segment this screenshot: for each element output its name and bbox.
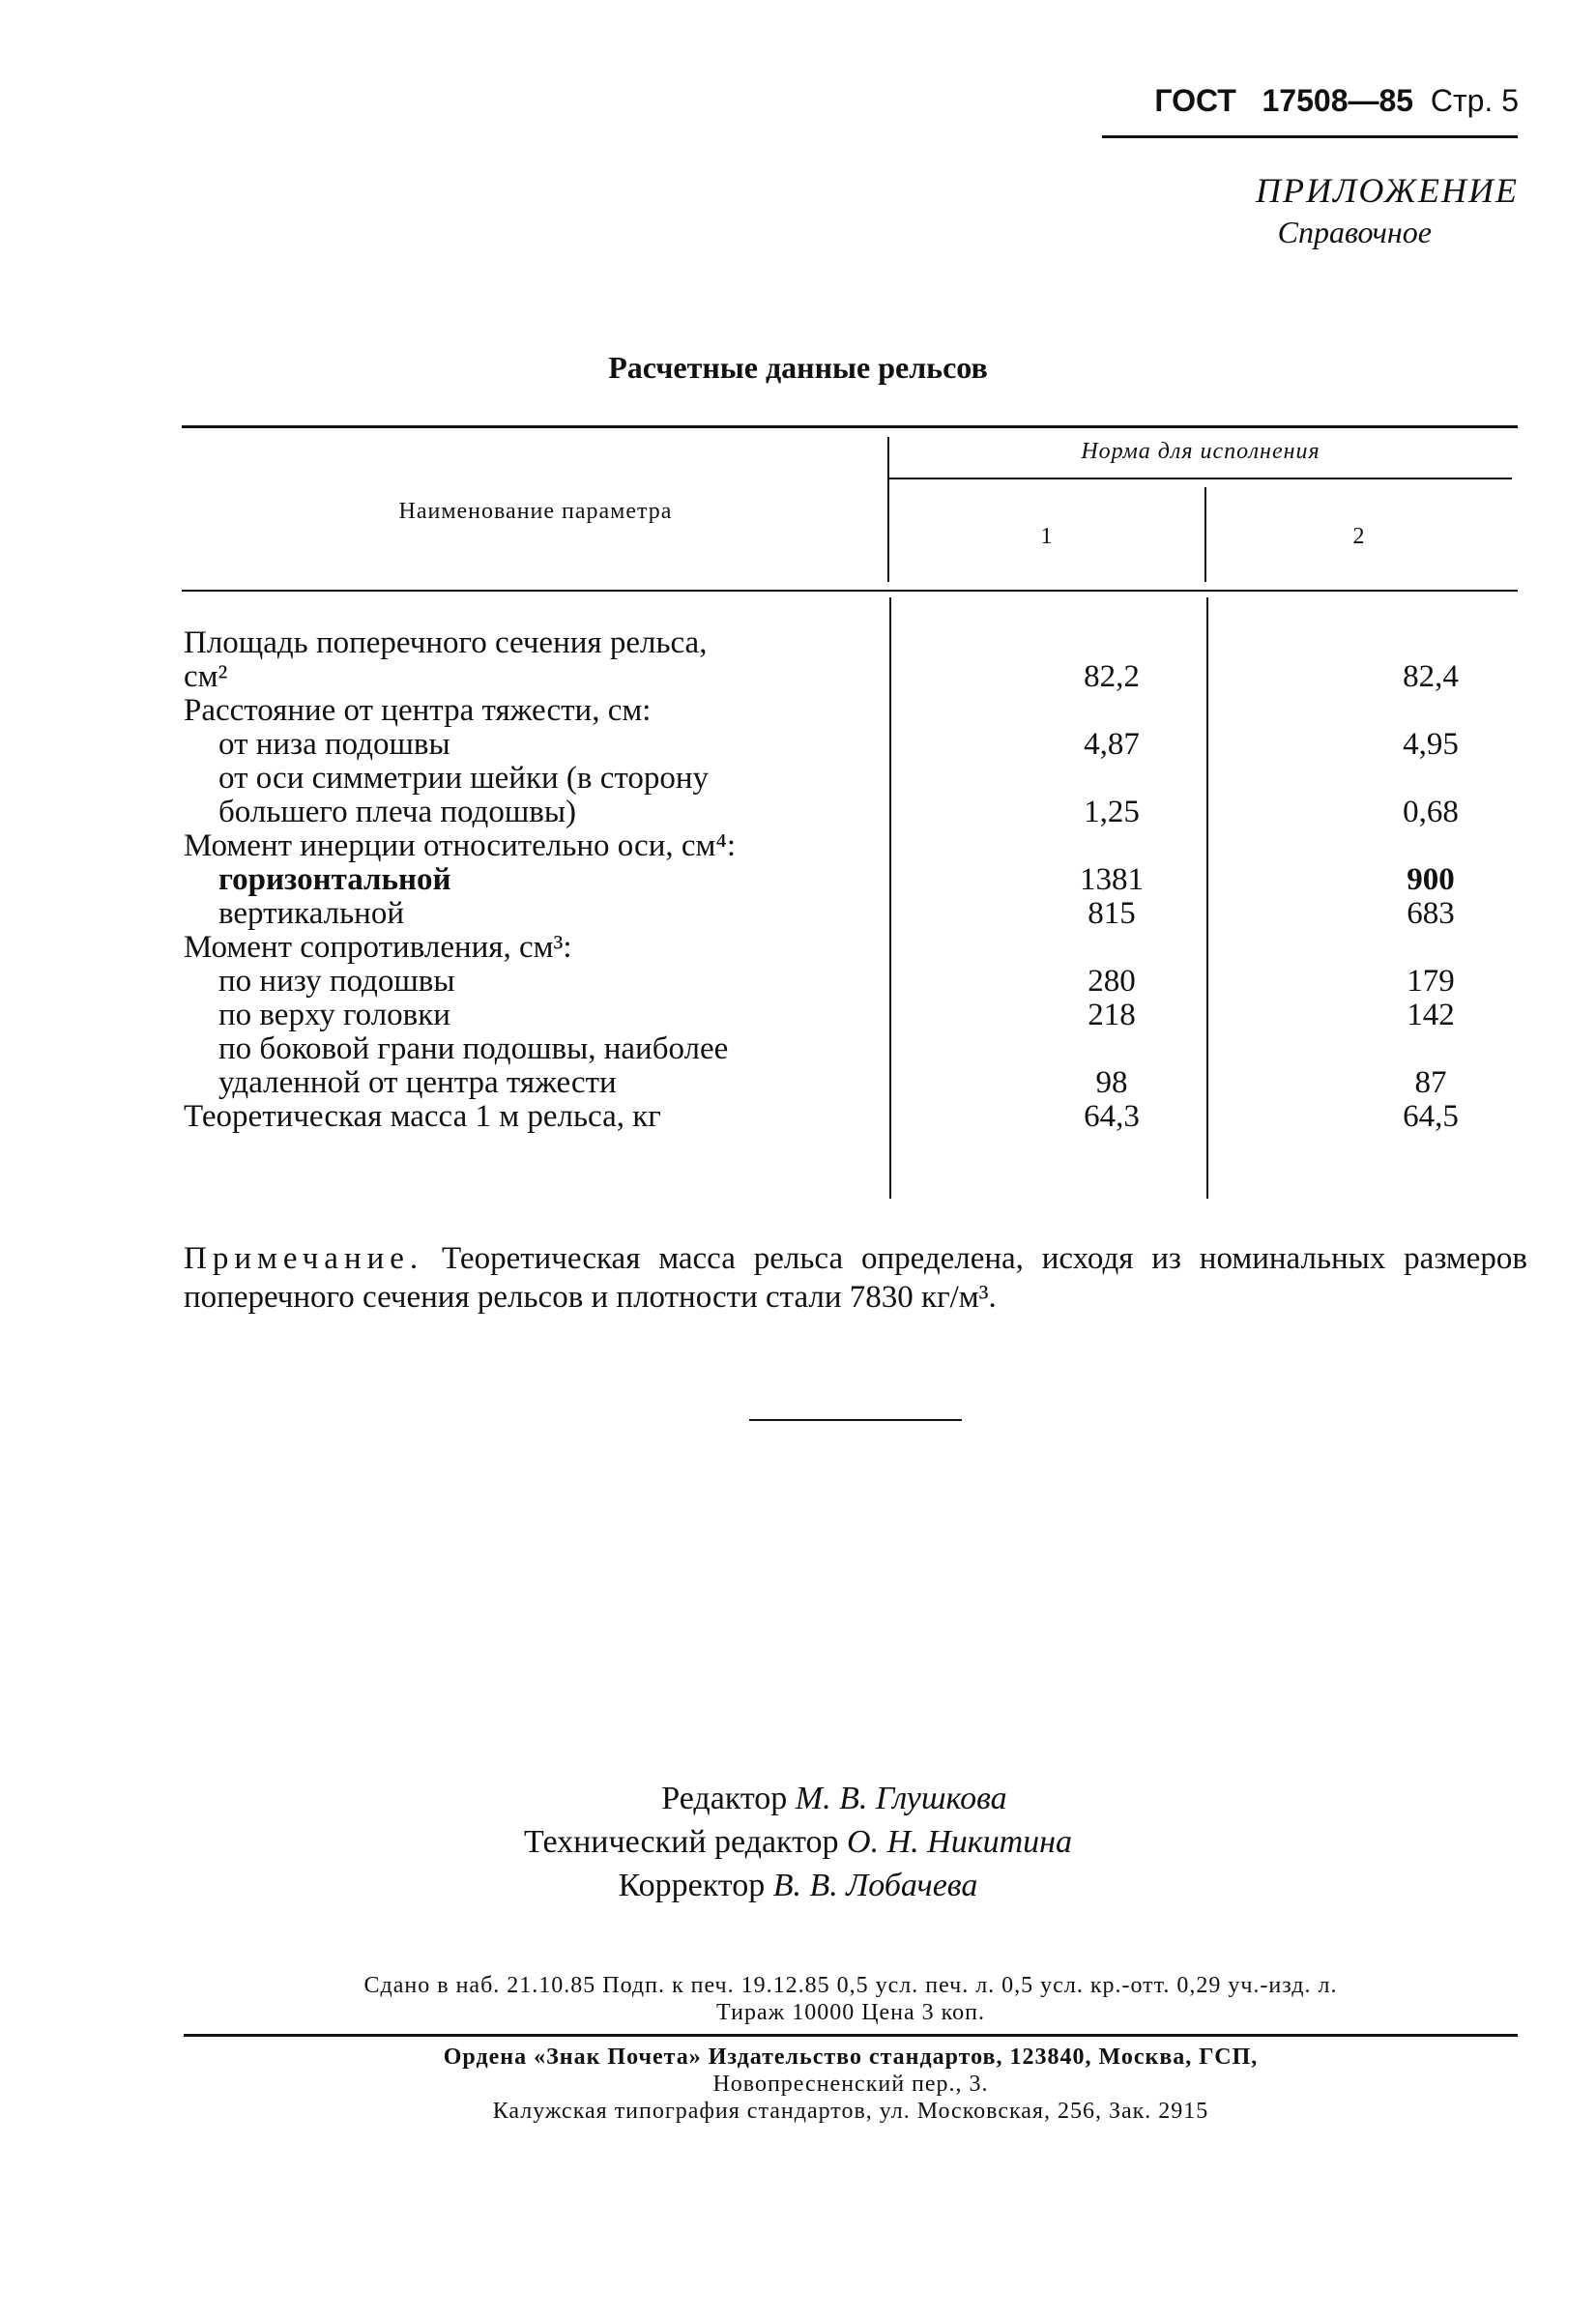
value-col1: 4,87	[1084, 727, 1140, 762]
imprint-line: Сдано в наб. 21.10.85 Подп. к печ. 19.12.85 0,5 усл. печ. л. 0,5 усл. кр.-отт. 0,29 уч.-изд. л.	[363, 1973, 1338, 1998]
table-note	[184, 1239, 1527, 1317]
norm-header-rule	[889, 478, 1512, 479]
table-row	[184, 1100, 1537, 1134]
value-col2: 64,5	[1403, 1099, 1459, 1134]
table-row	[184, 762, 1537, 796]
value-col2: 142	[1407, 998, 1455, 1032]
gost-label: ГОСТ	[1154, 83, 1236, 118]
note-label: Примечание.	[184, 1241, 424, 1276]
table-row	[184, 931, 1537, 965]
row-label: от оси симметрии шейки (в сторону	[218, 761, 710, 796]
column-2-header: 2	[1352, 524, 1366, 549]
row-label: горизонтальной	[218, 862, 451, 897]
credit-editor	[0, 1777, 1596, 1820]
value-col2: 179	[1407, 964, 1455, 999]
imprint-line: Тираж 10000 Цена 3 коп.	[716, 2000, 985, 2025]
row-label: Момент инерции относительно оси, см⁴:	[184, 828, 737, 863]
page-number: Стр. 5	[1430, 83, 1519, 118]
table-row	[184, 694, 1537, 728]
table-row	[184, 1032, 1537, 1066]
table-row	[184, 626, 1537, 660]
value-col2: 683	[1407, 896, 1455, 931]
value-col1: 64,3	[1084, 1099, 1140, 1134]
table-row	[184, 863, 1537, 897]
row-label: Теоретическая масса 1 м рельса, кг	[184, 1099, 661, 1134]
table-header-rule	[182, 590, 1518, 592]
appendix-subtitle: Справочное	[1277, 215, 1432, 249]
value-col1: 82,2	[1084, 659, 1140, 694]
row-label: Расстояние от центра тяжести, см:	[184, 693, 652, 728]
value-col2: 900	[1407, 862, 1455, 897]
page-header	[1055, 83, 1519, 119]
corrector-name: В. В. Лобачева	[772, 1868, 978, 1903]
corrector-role: Корректор	[618, 1868, 766, 1903]
row-label: по верху головки	[218, 998, 450, 1032]
norm-column-header: Норма для исполнения	[1081, 439, 1320, 464]
imprint-divider	[184, 2034, 1518, 2037]
row-label: вертикальной	[218, 896, 404, 931]
editor-role: Редактор	[661, 1781, 788, 1816]
row-label: большего плеча подошвы)	[218, 795, 576, 829]
publisher-line: Ордена «Знак Почета» Издательство стандартов, 123840, Москва, ГСП,	[443, 2044, 1259, 2070]
param-column-header: Наименование параметра	[398, 499, 673, 524]
table-title: Расчетные данные рельсов	[608, 350, 988, 385]
editor-name: М. В. Глушкова	[795, 1781, 1007, 1816]
row-label: от низа подошвы	[218, 727, 450, 762]
value-col1: 218	[1088, 998, 1136, 1032]
table-row	[184, 965, 1537, 999]
value-col1: 1,25	[1084, 795, 1140, 829]
value-col1: 1381	[1080, 862, 1144, 897]
value-col1: 98	[1095, 1065, 1128, 1100]
publisher-block	[184, 2044, 1518, 2125]
credit-tech-editor	[0, 1820, 1596, 1864]
table-row	[184, 829, 1537, 863]
appendix-title: ПРИЛОЖЕНИЕ	[1256, 171, 1519, 210]
row-label: см²	[184, 659, 228, 694]
printer-line: Калужская типография стандартов, ул. Московская, 256, Зак. 2915	[492, 2099, 1209, 2124]
tech-editor-name: О. Н. Никитина	[847, 1824, 1073, 1860]
row-label: по низу подошвы	[218, 964, 455, 999]
table-row	[184, 999, 1537, 1032]
publisher-address: Новопресненский пер., 3.	[712, 2072, 989, 2097]
value-col2: 87	[1414, 1065, 1447, 1100]
credits-block	[0, 1777, 1596, 1907]
credit-corrector	[0, 1864, 1596, 1907]
table-top-rule	[182, 425, 1518, 428]
table-row	[184, 660, 1537, 694]
column-1-header: 1	[1040, 524, 1054, 549]
table-row	[184, 796, 1537, 829]
value-col2: 4,95	[1403, 727, 1459, 762]
value-col2: 82,4	[1403, 659, 1459, 694]
note-text: Теоретическая масса рельса определена, исходя из номинальных размеров поперечного сечения рельсов и плотности стали 7830 кг/м³.	[184, 1241, 1528, 1315]
table-row	[184, 897, 1537, 931]
table-row	[184, 1066, 1537, 1100]
table-row	[184, 728, 1537, 762]
value-col1: 280	[1088, 964, 1136, 999]
imprint-block	[184, 1972, 1518, 2026]
row-label: Момент сопротивления, см³:	[184, 930, 572, 965]
row-label: Площадь поперечного сечения рельса,	[184, 625, 708, 660]
header-divider	[1102, 135, 1518, 138]
standard-number: 17508—85	[1262, 83, 1414, 118]
section-divider	[749, 1419, 962, 1421]
row-label: удаленной от центра тяжести	[218, 1065, 617, 1100]
tech-editor-role: Технический редактор	[523, 1824, 839, 1860]
value-col1: 815	[1088, 896, 1136, 931]
row-label: по боковой грани подошвы, наиболее	[218, 1031, 729, 1066]
value-col2: 0,68	[1403, 795, 1459, 829]
